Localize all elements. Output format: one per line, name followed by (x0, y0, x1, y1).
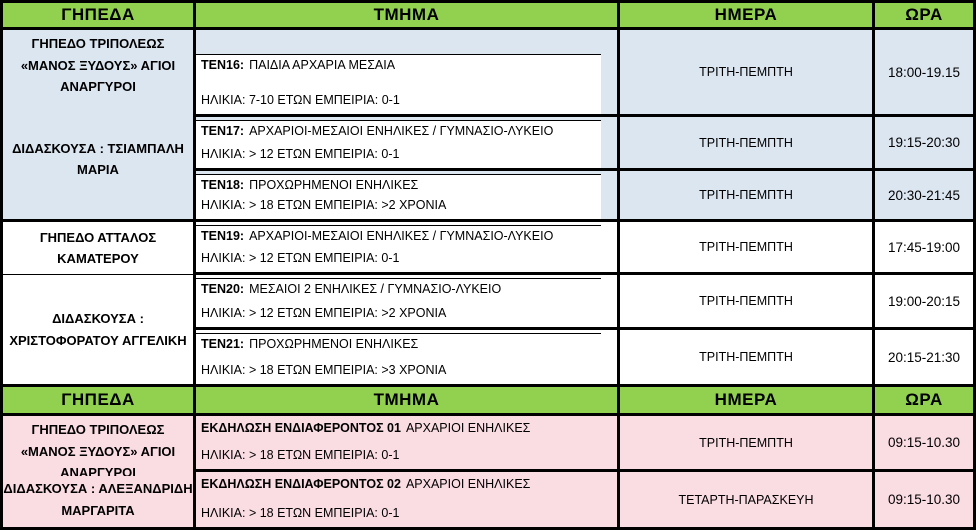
class-cell-ten19 (196, 222, 620, 275)
header-gipeda: ΓΗΠΕΔΑ (3, 3, 196, 30)
day-cell: ΤΡΙΤΗ-ΠΕΜΠΤΗ (620, 30, 875, 117)
age-info: ΗΛΙΚΙΑ: > 12 ΕΤΩΝ ΕΜΠΕΙΡΙΑ: 0-1 (201, 147, 400, 161)
class-title: TEN20: ΜΕΣΑΙΟΙ 2 ΕΝΗΛΙΚΕΣ / ΓΥΜΝΑΣΙΟ-ΛΥΚΕΙΟ (201, 282, 502, 296)
teacher-name: ΔΙΔΑΣΚΟΥΣΑ : ΤΣΙΑΜΠΑΛΗ ΜΑΡΙΑ (12, 140, 184, 177)
venue-cell-attalos (3, 222, 196, 275)
header-imera-2: ΗΜΕΡΑ (620, 387, 875, 416)
venue-cell-tripoleos-2 (3, 416, 196, 527)
header-tmima-2: ΤΜΗΜΑ (196, 387, 620, 416)
age-info: ΗΛΙΚΙΑ: > 12 ΕΤΩΝ ΕΜΠΕΙΡΙΑ: >2 ΧΡΟΝΙΑ (201, 306, 447, 320)
class-cell-ten18 (196, 171, 620, 222)
time-cell: 09:15-10.30 (875, 416, 973, 472)
time-cell: 19:00-20:15 (875, 275, 973, 330)
venue-name: ΓΗΠΕΔΟ ΤΡΙΠΟΛΕΩΣ «ΜΑΝΟΣ ΞΥΔΟΥΣ» ΑΓΙΟΙ ΑΝΑΡΓΥΡΟΙ (20, 422, 176, 476)
time-cell: 20:15-21:30 (875, 330, 973, 387)
class-title: TEN16: ΠΑΙΔΙΑ ΑΡΧΑΡΙΑ ΜΕΣΑΙΑ (201, 58, 396, 72)
day-cell: ΤΡΙΤΗ-ΠΕΜΠΤΗ (620, 222, 875, 275)
class-cell-ekdilosi-02 (196, 472, 620, 527)
header-ora: ΩΡΑ (875, 3, 973, 30)
day-cell: ΤΕΤΑΡΤΗ-ΠΑΡΑΣΚΕΥΗ (620, 472, 875, 527)
venue-cell-tripoleos (3, 30, 196, 222)
header-ora-2: ΩΡΑ (875, 387, 973, 416)
day-cell: ΤΡΙΤΗ-ΠΕΜΠΤΗ (620, 330, 875, 387)
time-cell: 18:00-19.15 (875, 30, 973, 117)
class-title: ΕΚΔΗΛΩΣΗ ΕΝΔΙΑΦΕΡΟΝΤΟΣ 01 ΑΡΧΑΡΙΟΙ ΕΝΗΛΙΚΕΣ (201, 421, 531, 435)
venue-name: ΓΗΠΕΔΟ ΑΤΤΑΛΟΣ ΚΑΜΑΤΕΡΟΥ (39, 229, 157, 266)
header-imera: ΗΜΕΡΑ (620, 3, 875, 30)
age-info: ΗΛΙΚΙΑ: > 18 ΕΤΩΝ ΕΜΠΕΙΡΙΑ: >2 ΧΡΟΝΙΑ (201, 198, 447, 212)
age-info: ΗΛΙΚΙΑ: > 18 ΕΤΩΝ ΕΜΠΕΙΡΙΑ: >3 ΧΡΟΝΙΑ (201, 363, 447, 377)
header-tmima: ΤΜΗΜΑ (196, 3, 620, 30)
time-cell: 20:30-21:45 (875, 171, 973, 222)
time-cell: 17:45-19:00 (875, 222, 973, 275)
class-title: TEN21: ΠΡΟΧΩΡΗΜΕΝΟΙ ΕΝΗΛΙΚΕΣ (201, 337, 419, 351)
age-info: ΗΛΙΚΙΑ: 7-10 ΕΤΩΝ ΕΜΠΕΙΡΙΑ: 0-1 (201, 93, 400, 107)
class-cell-ten16 (196, 30, 620, 117)
teacher-cell-christoforatou (3, 275, 196, 387)
class-title: ΕΚΔΗΛΩΣΗ ΕΝΔΙΑΦΕΡΟΝΤΟΣ 02 ΑΡΧΑΡΙΟΙ ΕΝΗΛΙΚΕΣ (201, 477, 531, 491)
class-title: TEN18: ΠΡΟΧΩΡΗΜΕΝΟΙ ΕΝΗΛΙΚΕΣ (201, 178, 419, 192)
age-info: ΗΛΙΚΙΑ: > 18 ΕΤΩΝ ΕΜΠΕΙΡΙΑ: 0-1 (201, 448, 400, 462)
time-cell: 09:15-10.30 (875, 472, 973, 527)
age-info: ΗΛΙΚΙΑ: > 18 ΕΤΩΝ ΕΜΠΕΙΡΙΑ: 0-1 (201, 506, 400, 520)
teacher-name: ΔΙΔΑΣΚΟΥΣΑ : ΑΛΕΞΑΝΔΡΙΔΗ ΜΑΡΓΑΡΙΤΑ (3, 481, 193, 518)
class-cell-ten20 (196, 275, 620, 330)
class-title: TEN19: ΑΡΧΑΡΙΟΙ-ΜΕΣΑΙΟΙ ΕΝΗΛΙΚΕΣ / ΓΥΜΝΑΣΙΟ-ΛΥΚΕΙΟ (201, 229, 554, 243)
class-cell-ekdilosi-01 (196, 416, 620, 472)
day-cell: ΤΡΙΤΗ-ΠΕΜΠΤΗ (620, 171, 875, 222)
header-gipeda-2: ΓΗΠΕΔΑ (3, 387, 196, 416)
class-title: TEN17: ΑΡΧΑΡΙΟΙ-ΜΕΣΑΙΟΙ ΕΝΗΛΙΚΕΣ / ΓΥΜΝΑΣΙΟ-ΛΥΚΕΙΟ (201, 124, 554, 138)
day-cell: ΤΡΙΤΗ-ΠΕΜΠΤΗ (620, 416, 875, 472)
age-info: ΗΛΙΚΙΑ: > 12 ΕΤΩΝ ΕΜΠΕΙΡΙΑ: 0-1 (201, 251, 400, 265)
venue-name: ΓΗΠΕΔΟ ΤΡΙΠΟΛΕΩΣ «ΜΑΝΟΣ ΞΥΔΟΥΣ» ΑΓΙΟΙ ΑΝΑΡΓΥΡΟΙ (20, 36, 176, 94)
time-cell: 19:15-20:30 (875, 117, 973, 171)
class-cell-ten17 (196, 117, 620, 171)
day-cell: ΤΡΙΤΗ-ΠΕΜΠΤΗ (620, 275, 875, 330)
class-cell-ten21 (196, 330, 620, 387)
teacher-name: ΔΙΔΑΣΚΟΥΣΑ : ΧΡΙΣΤΟΦΟΡΑΤΟΥ ΑΓΓΕΛΙΚΗ (9, 311, 187, 348)
day-cell: ΤΡΙΤΗ-ΠΕΜΠΤΗ (620, 117, 875, 171)
